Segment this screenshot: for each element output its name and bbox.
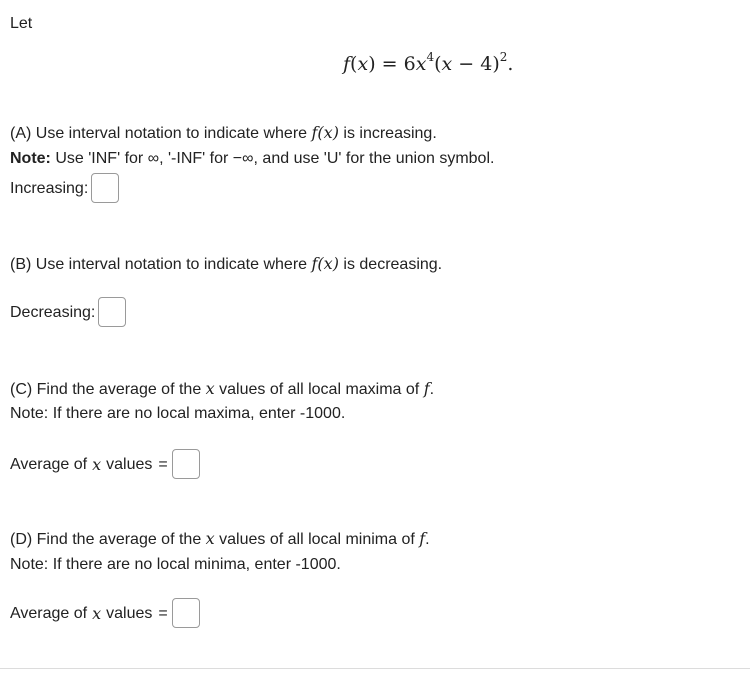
max-average-input[interactable] — [172, 449, 200, 479]
function-formula: $f(x) = 6x^4(x - 4)^2$. — [343, 49, 514, 75]
part-a-note-part1: Use 'INF' for — [55, 150, 144, 167]
part-d-var: x — [205, 529, 215, 548]
part-d-answer-row — [10, 599, 200, 629]
part-c-period: . — [429, 381, 435, 398]
part-b-prompt — [10, 254, 442, 275]
part-a-note-part3: , and use 'U' for the union symbol. — [253, 150, 495, 167]
formula-exp2: 2 — [499, 49, 508, 64]
part-a-answer-row — [10, 174, 119, 204]
formula-func: f — [343, 53, 351, 75]
part-b-answer-row — [10, 298, 126, 328]
part-b-func: f(x) — [311, 254, 339, 273]
part-c-equals: = — [158, 456, 168, 473]
let-label: Let — [10, 15, 33, 32]
part-c-note: Note: If there are no local maxima, enter -1000. — [10, 405, 346, 422]
part-c-answer-label-var: x — [92, 455, 102, 474]
min-average-input[interactable] — [172, 598, 200, 628]
part-c-prompt-prefix: (C) Find the average of the — [10, 381, 202, 398]
formula-coef: 6 — [403, 53, 416, 75]
formula-paren-open: ( — [434, 53, 442, 75]
formula-base: x — [415, 53, 427, 75]
formula-var2: x — [441, 53, 453, 75]
part-c-answer-label-suffix: values — [106, 456, 153, 473]
part-a-note-part2: , '-INF' for — [159, 150, 229, 167]
part-a-prompt-suffix: is increasing. — [343, 125, 437, 142]
formula-period: . — [507, 53, 514, 75]
part-d-answer-label-suffix: values — [106, 605, 153, 622]
bottom-divider — [0, 668, 750, 669]
formula-paren-close: ) — [492, 53, 500, 75]
part-c-prompt-middle: values of all local maxima of — [219, 381, 420, 398]
infinity-symbol: ∞ — [147, 150, 160, 167]
part-d-note: Note: If there are no local minima, enter -1000. — [10, 556, 341, 573]
formula-const: 4 — [480, 53, 493, 75]
part-d-prompt — [10, 529, 430, 550]
increasing-input[interactable] — [91, 173, 119, 203]
formula-minus: − — [458, 53, 475, 75]
part-d-period: . — [425, 531, 430, 548]
part-d-equals: = — [158, 605, 168, 622]
part-a-note-bold: Note: — [10, 150, 51, 167]
part-d-answer-label-prefix: Average of — [10, 605, 88, 622]
decreasing-input[interactable] — [98, 297, 126, 327]
part-a-prompt-prefix: (A) Use interval notation to indicate where — [10, 125, 308, 142]
increasing-label: Increasing: — [10, 180, 89, 197]
part-c-prompt — [10, 379, 434, 400]
part-c-var: x — [205, 379, 215, 398]
part-c-func: f — [423, 379, 430, 398]
part-d-func: f — [419, 529, 426, 548]
formula-var: x — [357, 53, 369, 75]
part-c-answer-row — [10, 450, 200, 480]
part-a-note — [10, 149, 494, 169]
part-d-answer-label-var: x — [92, 604, 102, 623]
part-c-answer-label-prefix: Average of — [10, 456, 88, 473]
formula-exp1: 4 — [426, 49, 435, 64]
part-a-prompt — [10, 123, 437, 144]
part-b-prompt-suffix: is decreasing. — [343, 256, 443, 273]
decreasing-label: Decreasing: — [10, 304, 96, 321]
part-b-prompt-prefix: (B) Use interval notation to indicate where — [10, 256, 308, 273]
part-a-func: f(x) — [311, 123, 339, 142]
neg-infinity-symbol: −∞ — [232, 150, 254, 167]
part-d-prompt-prefix: (D) Find the average of the — [10, 531, 202, 548]
formula-equals: = — [381, 53, 398, 75]
part-d-prompt-middle: values of all local minima of — [219, 531, 415, 548]
